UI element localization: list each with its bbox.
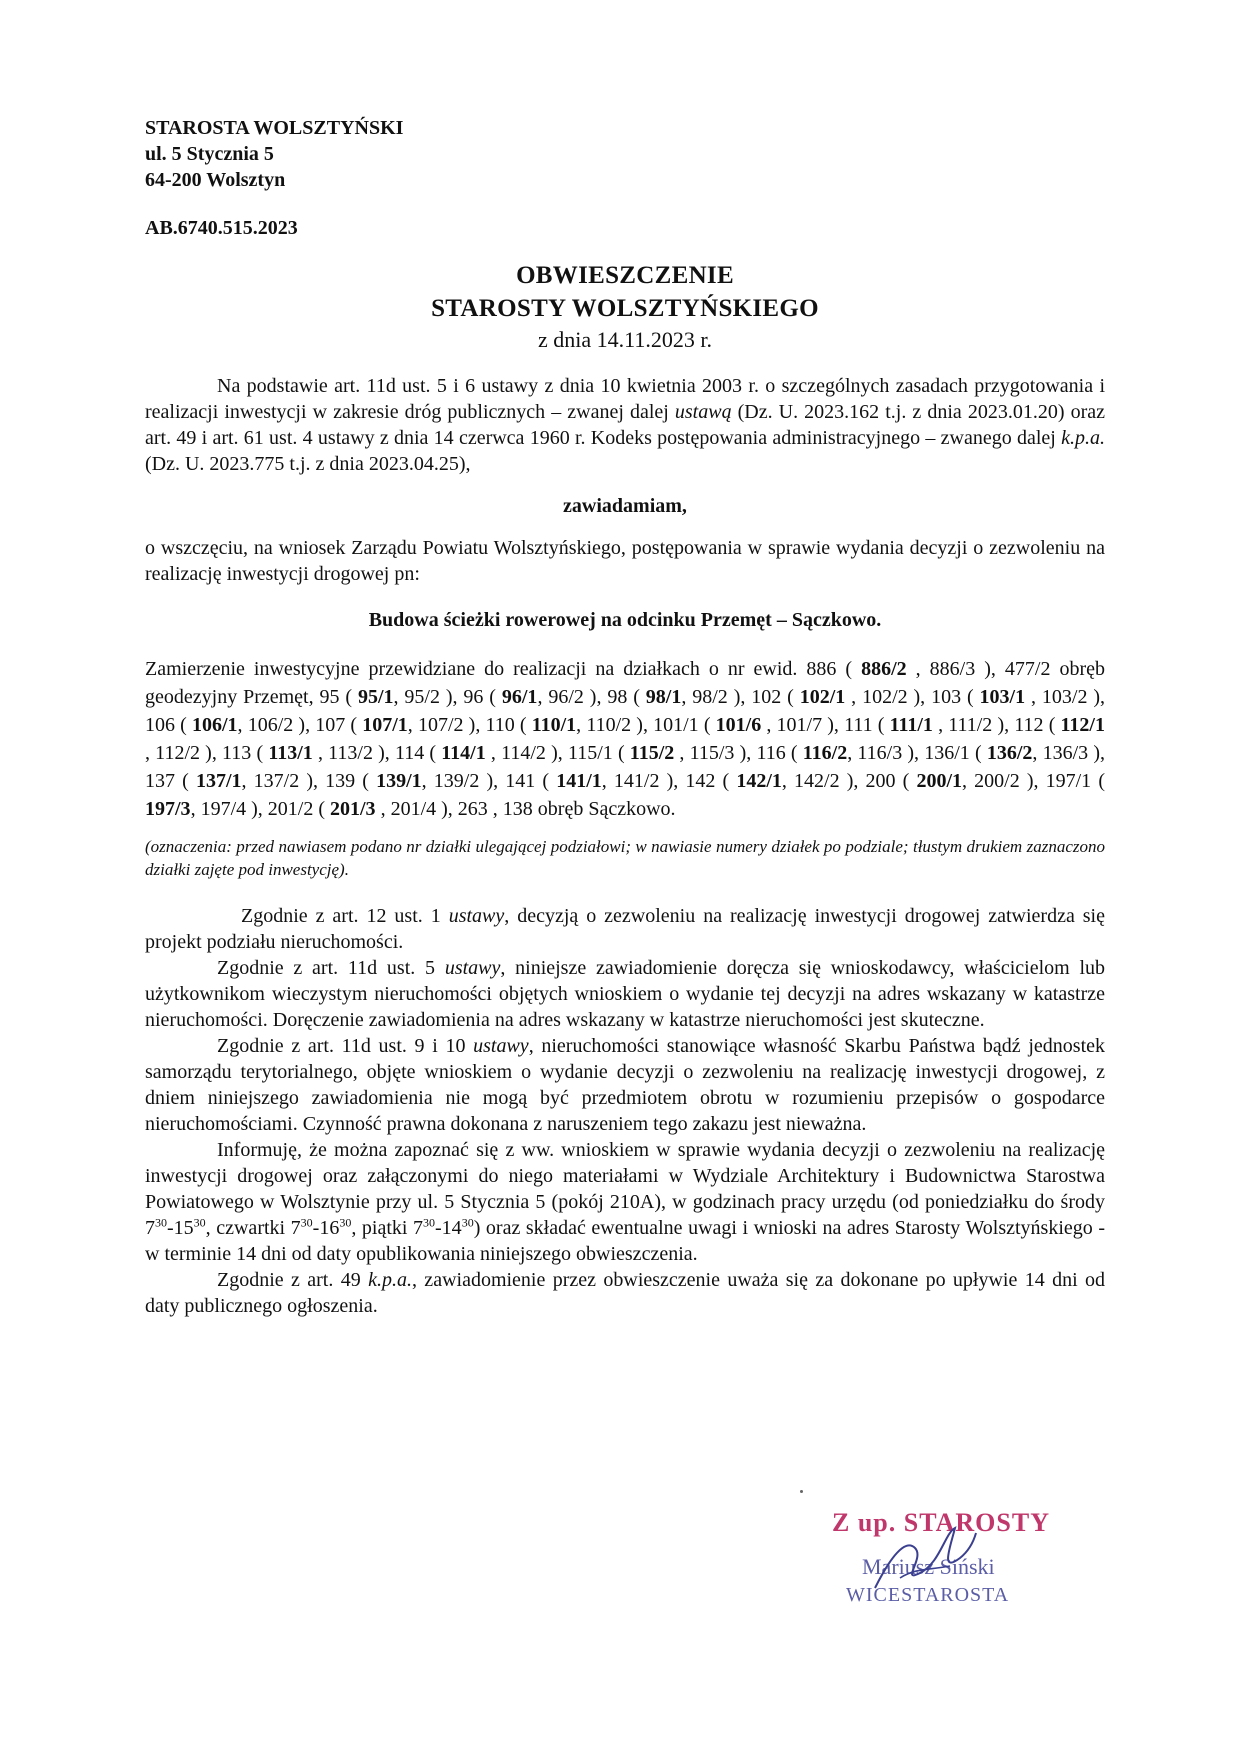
document-subtitle: STAROSTY WOLSZTYŃSKIEGO bbox=[431, 295, 819, 322]
parcel-number-bold: 200/1 bbox=[916, 770, 962, 792]
parcel-text: , 137/2 ), 139 ( bbox=[241, 770, 377, 792]
parcel-text: , 106/2 ), 107 ( bbox=[237, 714, 363, 736]
parcel-number-bold: 111/1 bbox=[889, 714, 933, 736]
parcel-text: , 96/2 ), 98 ( bbox=[537, 686, 646, 708]
sender-city: 64-200 Wolsztyn bbox=[145, 169, 286, 191]
stamp-authority: Z up. STAROSTY bbox=[832, 1508, 1050, 1537]
parcel-text: , 102/2 ), 103 ( bbox=[845, 686, 980, 708]
title-block bbox=[145, 259, 1105, 355]
parcel-number-bold: 136/2 bbox=[986, 742, 1033, 764]
parcel-text: , 200/2 ), 197/1 ( bbox=[962, 770, 1105, 792]
parcel-number-bold: 201/3 bbox=[330, 798, 376, 820]
parcel-text: , 201/4 ), 263 , 138 obręb Sączkowo. bbox=[375, 798, 676, 820]
parcel-number-bold: 197/3 bbox=[145, 798, 191, 820]
parcel-number-bold: 101/6 bbox=[715, 714, 762, 736]
parcel-number-bold: 114/1 bbox=[441, 742, 486, 764]
parcel-number-bold: 139/1 bbox=[376, 770, 422, 792]
parcel-text: , 95/2 ), 96 ( bbox=[393, 686, 502, 708]
parcel-text: , 116/3 ), 136/1 ( bbox=[847, 742, 987, 764]
parcel-text: , 136/3 ), 137 ( bbox=[145, 742, 1105, 792]
handwritten-signature bbox=[870, 1518, 980, 1598]
parcel-text: , 103/2 ), 106 ( bbox=[145, 686, 1105, 736]
parcel-text: , 139/2 ), 141 ( bbox=[421, 770, 557, 792]
parcel-text: , 98/2 ), 102 ( bbox=[681, 686, 800, 708]
paragraph-art11d-5: Zgodnie z art. 11d ust. 5 ustawy, niniejsze zawiadomienie doręcza się wnioskodawcy, właścicielom lub użytkownikom wieczystym nieruchomości objętych wnioskiem o wydanie tej decyzji na adres wskazany w katastrze nieruchomości. Doręczenie zawiadomienia na adres wskazany w katastrze nieruchomości jest skuteczne. bbox=[145, 957, 1106, 1031]
document-page bbox=[145, 115, 1105, 1319]
legend-note: (oznaczenia: przed nawiasem podano nr działki ulegającej podziałowi; w nawiasie numery działek po podziale; tłustym drukiem zaznaczono działki zajęte pod inwestycję). bbox=[145, 837, 1105, 879]
parcel-number-bold: 110/1 bbox=[531, 714, 577, 736]
parcel-text: , 114/2 ), 115/1 ( bbox=[485, 742, 630, 764]
parcel-text: , 141/2 ), 142 ( bbox=[601, 770, 737, 792]
parcel-text: , 197/4 ), 201/2 ( bbox=[190, 798, 330, 820]
parcel-text: , 115/3 ), 116 ( bbox=[674, 742, 803, 764]
reference-number: AB.6740.515.2023 bbox=[145, 217, 298, 239]
parcel-number-bold: 141/1 bbox=[556, 770, 602, 792]
parcel-text: , 142/2 ), 200 ( bbox=[781, 770, 917, 792]
paragraph-art11d-9-10: Zgodnie z art. 11d ust. 9 i 10 ustawy, nieruchomości stanowiące własność Skarbu Państwa bądź jednostek samorządu terytorialnego, objęte wnioskiem o wydanie decyzji o zezwoleniu na realizację inwestycji drogowej, z dniem niniejszego zawiadomienia nie mogą być przedmiotem obrotu w rozumieniu przepisów o gospodarce nieruchomościami. Czynność prawna dokonana z naruszeniem tego zakazu jest nieważna. bbox=[145, 1035, 1105, 1135]
parcel-number-bold: 113/1 bbox=[268, 742, 313, 764]
parcel-number-bold: 107/1 bbox=[362, 714, 408, 736]
paragraph-art12: Zgodnie z art. 12 ust. 1 ustawy, decyzją o zezwoleniu na realizację inwestycji drogowej zatwierdza się projekt podziału nieruchomości. bbox=[145, 905, 1105, 953]
parcel-number-bold: 137/1 bbox=[195, 770, 242, 792]
parcel-text: , 107/2 ), 110 ( bbox=[407, 714, 532, 736]
parcel-number-bold: 112/1 bbox=[1060, 714, 1105, 736]
official-stamp bbox=[810, 1510, 1060, 1640]
parcel-text: , 113/2 ), 114 ( bbox=[312, 742, 442, 764]
stamp-position: WICESTAROSTA bbox=[846, 1584, 1010, 1606]
paragraph-information: Informuję, że można zapoznać się z ww. wnioskiem w sprawie wydania decyzji o zezwoleniu na realizację inwestycji drogowej oraz załączonymi do niego materiałami w Wydziale Architektury i Budownictwa Starostwa Powiatowego w Wolsztynie przy ul. 5 Stycznia 5 (pokój 210A), w godzinach pracy urzędu (od poniedziałku do środy $7^{30}-15^{30}$, czwartki $7^{30}-16^{30}$, piątki $7^{30}-14^{30}$) oraz składać ewentualne uwagi i wnioski na adres Starosty Wolsztyńskiego - w terminie 14 dni od daty opublikowania niniejszego obwieszczenia. bbox=[145, 1139, 1105, 1265]
parcel-number-bold: 102/1 bbox=[799, 686, 846, 708]
parcel-number-bold: 142/1 bbox=[736, 770, 782, 792]
parcel-number-bold: 886/2 bbox=[861, 658, 907, 680]
parcels-paragraph bbox=[145, 655, 1105, 823]
notice-word: zawiadamiam, bbox=[563, 495, 687, 517]
project-name: Budowa ścieżki rowerowej na odcinku Przemęt – Sączkowo. bbox=[368, 609, 882, 631]
parcel-text: , 101/7 ), 111 ( bbox=[761, 714, 890, 736]
parcel-number-bold: 116/2 bbox=[802, 742, 848, 764]
document-date: z dnia 14.11.2023 r. bbox=[538, 327, 712, 352]
parcel-number-bold: 115/2 bbox=[629, 742, 675, 764]
sender-street: ul. 5 Stycznia 5 bbox=[145, 143, 274, 165]
parcel-text: , 112/2 ), 113 ( bbox=[145, 742, 269, 764]
parcel-text: , 886/3 ), 477/2 obręb geodezyjny Przemęt, 95 ( bbox=[145, 658, 1105, 708]
stamp-signatory: Mariusz Siński bbox=[862, 1554, 995, 1579]
parcel-number-bold: 103/1 bbox=[979, 686, 1026, 708]
parcel-number-bold: 95/1 bbox=[357, 686, 394, 708]
body-paragraphs bbox=[145, 903, 1105, 1319]
parcel-number-bold: 106/1 bbox=[191, 714, 238, 736]
scan-speck bbox=[800, 1490, 803, 1493]
parcel-text: , 111/2 ), 112 ( bbox=[932, 714, 1061, 736]
parcel-number-bold: 98/1 bbox=[645, 686, 682, 708]
parcel-text: , 110/2 ), 101/1 ( bbox=[576, 714, 716, 736]
parcel-text: Zamierzenie inwestycyjne przewidziane do realizacji na działkach o nr ewid. 886 ( bbox=[145, 658, 862, 680]
intro-paragraph: Na podstawie art. 11d ust. 5 i 6 ustawy z dnia 10 kwietnia 2003 r. o szczególnych zasadach przygotowania i realizacji inwestycji w zakresie dróg publicznych – zwanej dalej ustawą (Dz. U. 2023.162 t.j. z dnia 2023.01.20) oraz art. 49 i art. 61 ust. 4 ustawy z dnia 14 czerwca 1960 r. Kodeks postępowania administracyjnego – zwanego dalej k.p.a. (Dz. U. 2023.775 t.j. z dnia 2023.04.25), bbox=[145, 375, 1105, 475]
document-title: OBWIESZCZENIE bbox=[516, 262, 734, 289]
parcel-number-bold: 96/1 bbox=[501, 686, 538, 708]
paragraph-art49: Zgodnie z art. 49 k.p.a., zawiadomienie przez obwieszczenie uważa się za dokonane po upływie 14 dni od daty publicznego ogłoszenia. bbox=[145, 1269, 1105, 1317]
sender-name: STAROSTA WOLSZTYŃSKI bbox=[145, 117, 404, 139]
notify-paragraph: o wszczęciu, na wniosek Zarządu Powiatu Wolsztyńskiego, postępowania w sprawie wydania decyzji o zezwoleniu na realizację inwestycji drogowej pn: bbox=[145, 537, 1105, 585]
